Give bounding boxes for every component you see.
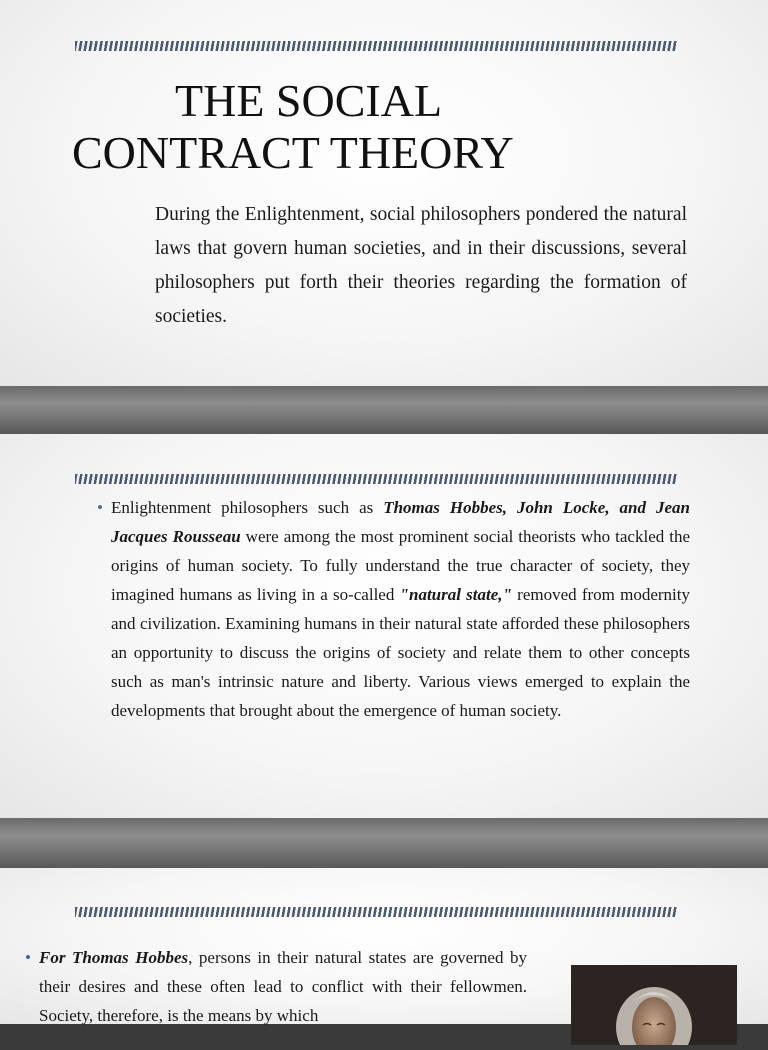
hobbes-portrait-image	[571, 965, 737, 1045]
slide-separator	[0, 818, 768, 868]
decorative-stripe	[75, 41, 677, 51]
text-run: were among the most prominent social theorists who tackled the origins of human society. To fully understand the true character of society, they imagined humans as living in a so-called	[111, 527, 690, 604]
philosopher-names: Thomas Hobbes, John Locke, and Jean Jacques Rousseau	[111, 498, 690, 546]
decorative-stripe	[75, 907, 677, 917]
decorative-stripe	[75, 474, 677, 484]
slide-separator	[0, 386, 768, 434]
text-run: , persons in their natural states are governed by their desires and these often lead to conflict with their fellowmen. Society, therefore, is the means by which	[39, 948, 527, 1025]
bullet-paragraph-philosophers	[97, 493, 690, 725]
text-run: Enlightenment philosophers such as	[111, 498, 384, 517]
intro-paragraph: During the Enlightenment, social philosophers pondered the natural laws that govern human societies, and in their discussions, several philosophers put forth their theories regarding the formation of societies.	[155, 204, 687, 327]
slide-title	[72, 75, 514, 179]
title-line-1: THE SOCIAL	[175, 75, 443, 126]
bullet-paragraph-hobbes	[25, 943, 527, 1030]
natural-state-term: "natural state,"	[399, 585, 512, 604]
bullet-icon: •	[25, 948, 31, 967]
title-line-2: CONTRACT THEORY	[72, 127, 514, 178]
text-run: removed from modernity and civilization. Examining humans in their natural state afforded these philosophers an opportunity to discuss the origins of society and relate them to other concepts such as man's intrinsic nature and liberty. Various views emerged to explain the developments that brought about the emergence of human society.	[111, 585, 690, 720]
hobbes-heading: For Thomas Hobbes	[39, 948, 189, 967]
bullet-icon: •	[97, 498, 103, 517]
